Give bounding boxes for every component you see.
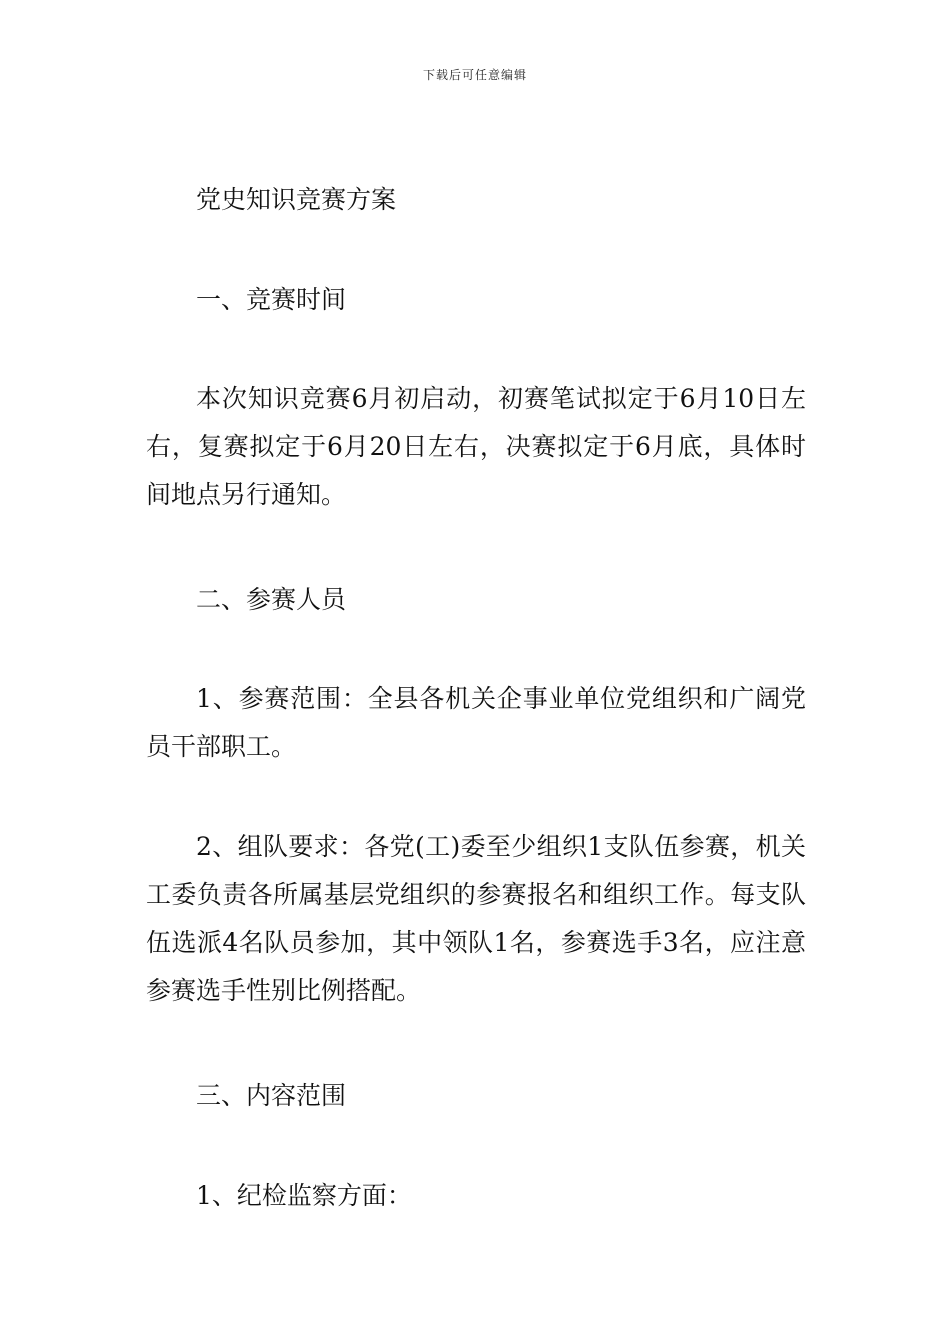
section-heading-time: 一、竞赛时间 — [196, 285, 347, 314]
header-note: 下载后可任意编辑 — [422, 68, 527, 82]
content-item-discipline: 1、纪检监察方面： — [196, 1181, 412, 1210]
team-requirements: 2、组队要求：各党(工)委至少组织1支队伍参赛，机关工委负责各所属基层党组织的参赛报名和组织工作。每支队伍选派4名队员参加，其中领队1名，参赛选手3名，应注意参赛选手性别比例搭配。 — [146, 832, 806, 1005]
participants-scope: 1、参赛范围：全县各机关企事业单位党组织和广阔党员干部职工。 — [146, 684, 806, 761]
section-heading-participants: 二、参赛人员 — [196, 585, 347, 614]
section-heading-content: 三、内容范围 — [196, 1081, 347, 1110]
section-body-time: 本次知识竞赛6月初启动，初赛笔试拟定于6月10日左右，复赛拟定于6月20日左右，决赛拟定于6月底，具体时间地点另行通知。 — [146, 384, 806, 509]
document-title: 党史知识竞赛方案 — [196, 185, 397, 214]
